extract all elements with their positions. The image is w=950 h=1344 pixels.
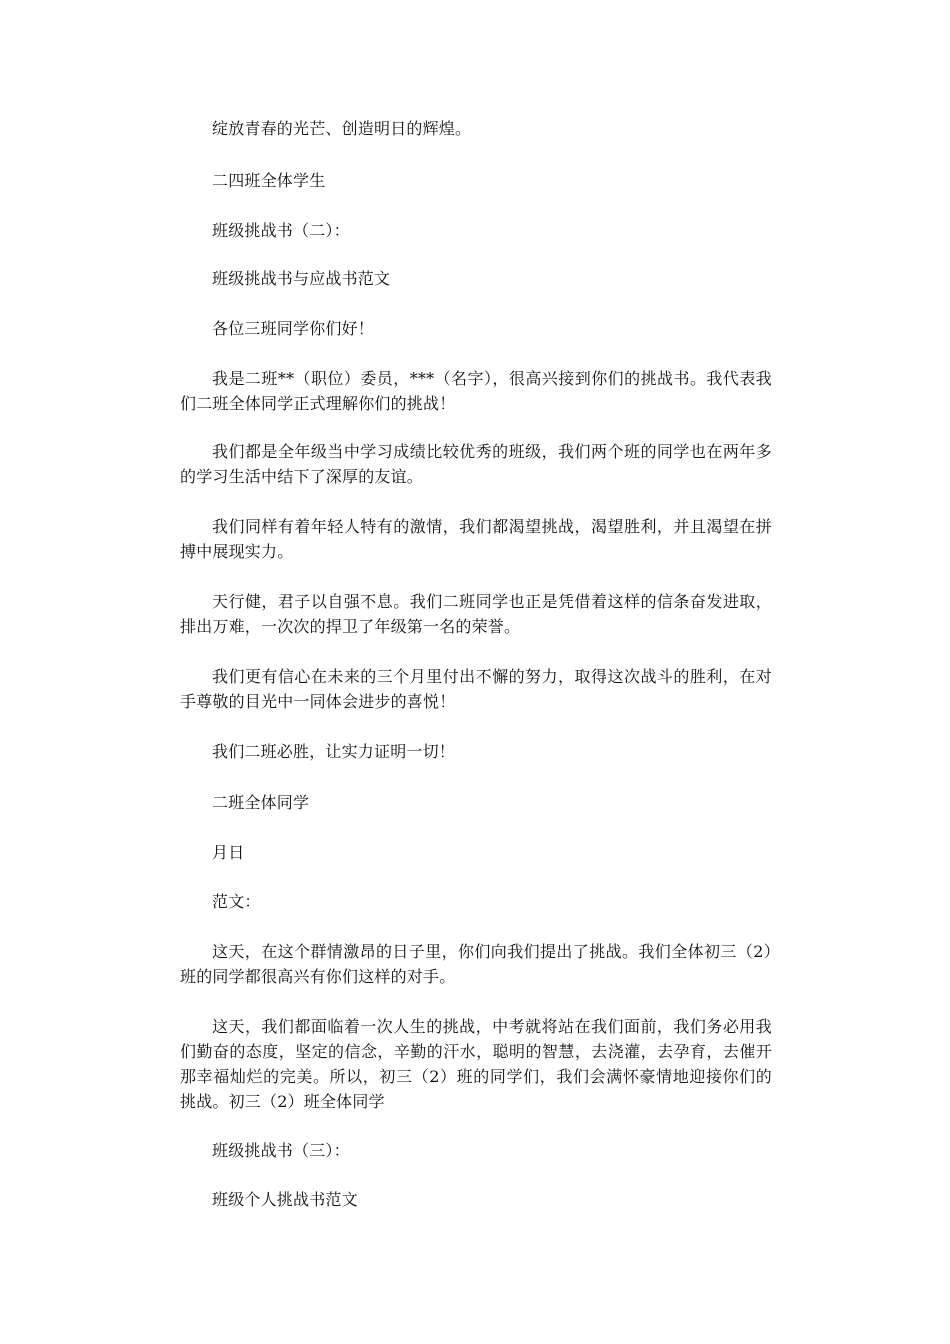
paragraph-body-5: 我们更有信心在未来的三个月里付出不懈的努力，取得这次战斗的胜利，在对手尊敬的目光中一同体会进步的喜悦！ bbox=[180, 667, 772, 711]
paragraph-subtitle-3: 班级个人挑战书范文 bbox=[212, 1190, 358, 1209]
paragraph-greeting: 各位三班同学你们好！ bbox=[212, 319, 375, 338]
paragraph-signature-class-2: 二班全体同学 bbox=[212, 793, 310, 812]
paragraph-subtitle-2: 班级挑战书与应战书范文 bbox=[212, 269, 391, 288]
section-heading-3: 班级挑战书（三）： bbox=[212, 1141, 350, 1160]
paragraph-body-6: 我们二班必胜，让实力证明一切！ bbox=[212, 742, 456, 761]
paragraph-body-3: 我们同样有着年轻人特有的激情，我们都渴望挑战，渴望胜利，并且渴望在拼搏中展现实力。 bbox=[180, 517, 772, 561]
paragraph-sample-1: 这天，在这个群情激昂的日子里，你们向我们提出了挑战。我们全体初三（2）班的同学都很高兴有你们这样的对手。 bbox=[180, 942, 772, 986]
paragraph-body-1: 我是二班**（职位）委员，***（名字），很高兴接到你们的挑战书。我代表我们二班全体同学正式理解你们的挑战！ bbox=[180, 369, 772, 413]
paragraph-sample-label: 范文： bbox=[212, 892, 261, 911]
paragraph-closing-line: 绽放青春的光芒、创造明日的辉煌。 bbox=[212, 119, 472, 138]
paragraph-sample-2: 这天，我们都面临着一次人生的挑战，中考就将站在我们面前，我们务必用我们勤奋的态度，坚定的信念，辛勤的汗水，聪明的智慧，去浇灌，去孕育，去催开那幸福灿烂的完美。所以，初三（2）班的同学们，我们会满怀豪情地迎接你们的挑战。初三（2）班全体同学 bbox=[180, 1017, 772, 1111]
section-heading-2: 班级挑战书（二）： bbox=[212, 221, 350, 240]
paragraph-body-4: 天行健，君子以自强不息。我们二班同学也正是凭借着这样的信条奋发进取，排出万难，一次次的捍卫了年级第一名的荣誉。 bbox=[180, 592, 772, 636]
paragraph-body-2: 我们都是全年级当中学习成绩比较优秀的班级，我们两个班的同学也在两年多的学习生活中结下了深厚的友谊。 bbox=[180, 442, 772, 486]
paragraph-signature-class-24: 二四班全体学生 bbox=[212, 171, 326, 190]
paragraph-date: 月日 bbox=[212, 843, 245, 862]
